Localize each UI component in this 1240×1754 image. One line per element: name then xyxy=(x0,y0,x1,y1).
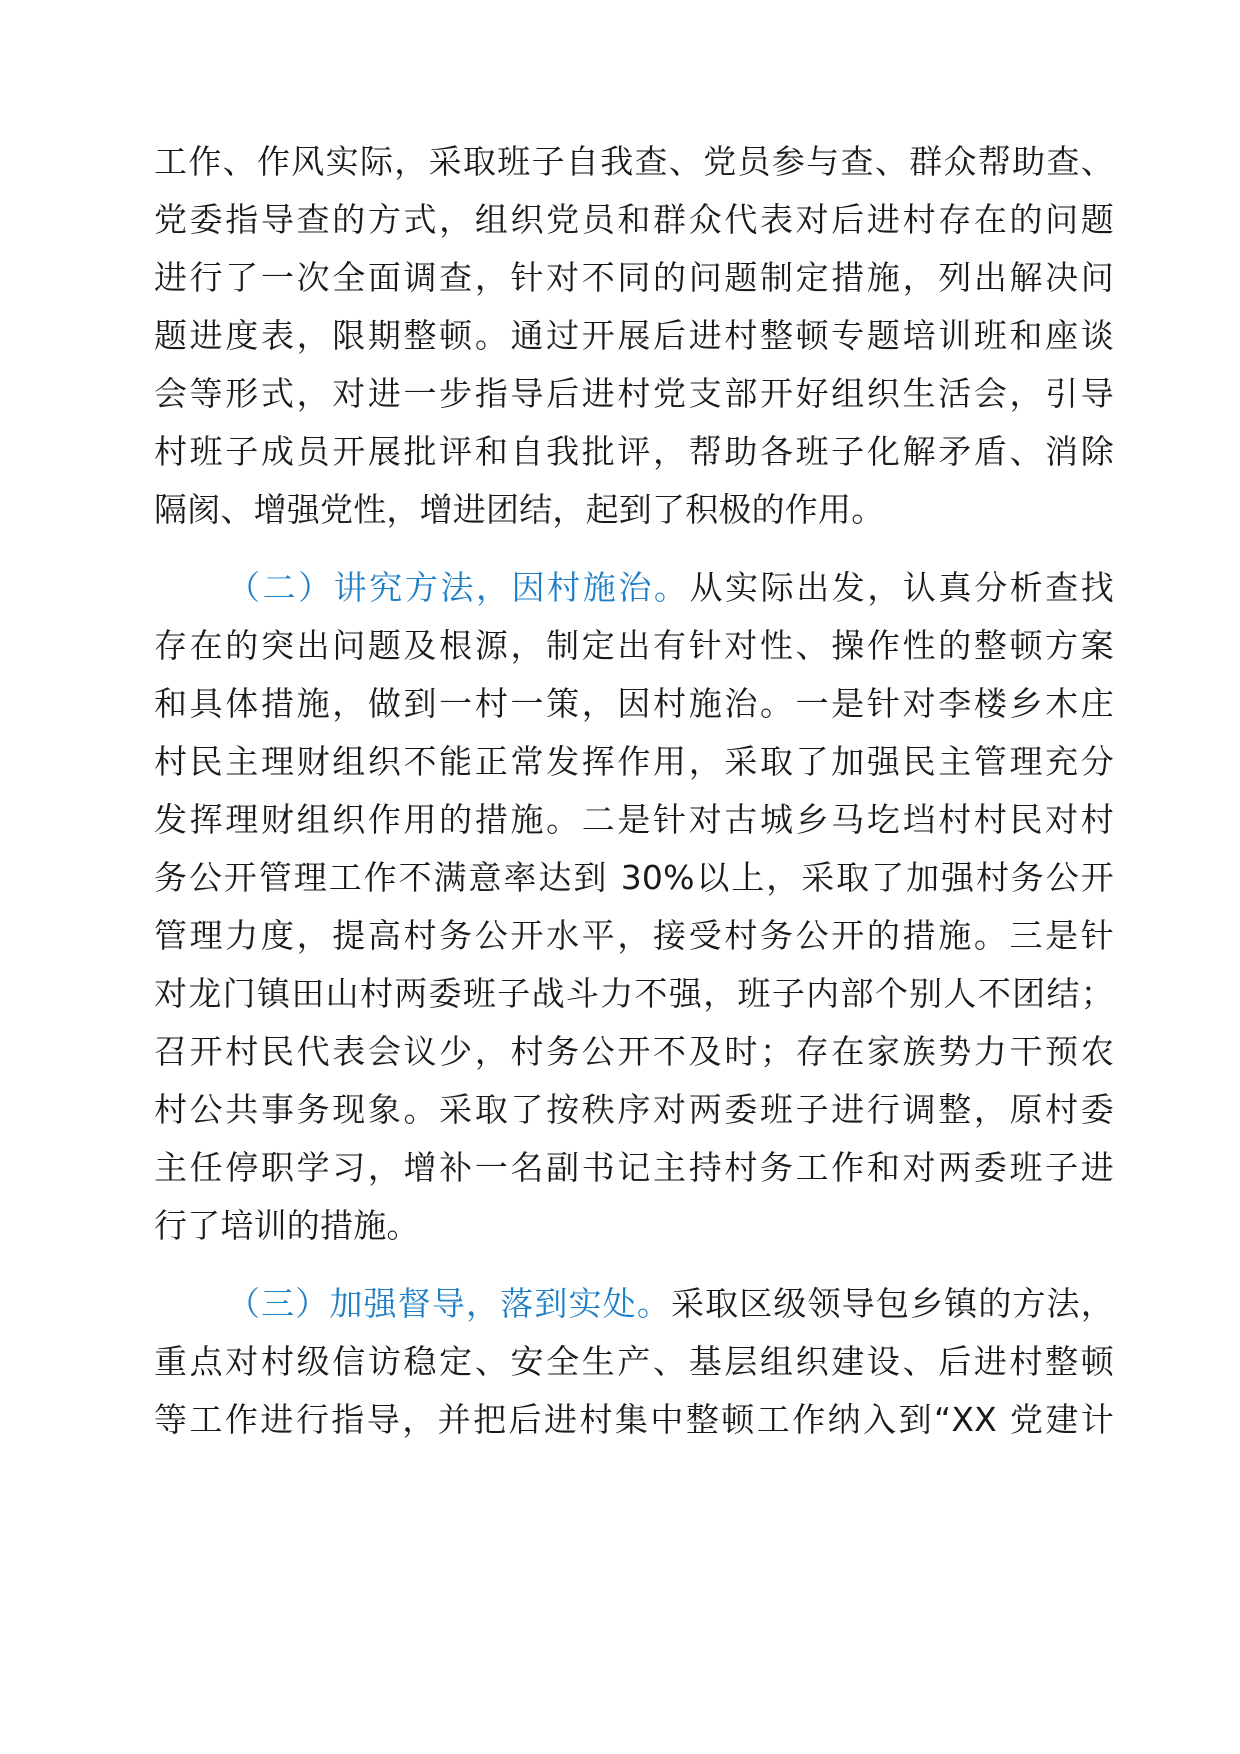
paragraph-line: 村民主理财组织不能正常发挥作用，采取了加强民主管理充分 xyxy=(154,742,1114,781)
paragraph-line: 管理力度，提高村务公开水平，接受村务公开的措施。三是针 xyxy=(154,916,1114,955)
paragraph-line: 进行了一次全面调查，针对不同的问题制定措施，列出解决问 xyxy=(154,258,1114,297)
paragraph-line: 召开村民代表会议少，村务公开不及时；存在家族势力干预农 xyxy=(154,1032,1114,1071)
section-2-first-line-text: 从实际出发，认真分析查找 xyxy=(689,568,1114,607)
section-3-first-line xyxy=(154,1272,1114,1336)
paragraph-line: 发挥理财组织作用的措施。二是针对古城乡马圪垱村村民对村 xyxy=(154,800,1114,839)
paragraph-line: 存在的突出问题及根源，制定出有针对性、操作性的整顿方案 xyxy=(154,626,1114,665)
section-3-first-line-text: 采取区级领导包乡镇的方法， xyxy=(670,1284,1114,1323)
paragraph-line: 行了培训的措施。 xyxy=(154,1206,420,1245)
paragraph-line: 会等形式，对进一步指导后进村党支部开好组织生活会，引导 xyxy=(154,374,1114,413)
paragraph-line: 等工作进行指导，并把后进村集中整顿工作纳入到“XX 党建计 xyxy=(154,1400,1114,1439)
paragraph-line: 和具体措施，做到一村一策，因村施治。一是针对李楼乡木庄 xyxy=(154,684,1114,723)
paragraph-line: 主任停职学习，增补一名副书记主持村务工作和对两委班子进 xyxy=(154,1148,1114,1187)
paragraph-line: 隔阂、增强党性，增进团结，起到了积极的作用。 xyxy=(154,490,885,529)
section-2-heading: （二）讲究方法，因村施治。 xyxy=(227,568,690,607)
paragraph-line: 村公共事务现象。采取了按秩序对两委班子进行调整，原村委 xyxy=(154,1090,1114,1129)
paragraph-line: 题进度表，限期整顿。通过开展后进村整顿专题培训班和座谈 xyxy=(154,316,1114,355)
paragraph-line: 对龙门镇田山村两委班子战斗力不强，班子内部个别人不团结； xyxy=(154,974,1114,1013)
paragraph-line: 务公开管理工作不满意率达到 30%以上，采取了加强村务公开 xyxy=(154,858,1114,897)
paragraph-line: 重点对村级信访稳定、安全生产、基层组织建设、后进村整顿 xyxy=(154,1342,1114,1381)
section-3-heading: （三）加强督导，落到实处。 xyxy=(227,1284,671,1323)
paragraph-line: 村班子成员开展批评和自我批评，帮助各班子化解矛盾、消除 xyxy=(154,432,1114,471)
section-2-first-line xyxy=(154,556,1114,620)
paragraph-line: 工作、作风实际，采取班子自我查、党员参与查、群众帮助查、 xyxy=(154,142,1114,181)
paragraph-line: 党委指导查的方式，组织党员和群众代表对后进村存在的问题 xyxy=(154,200,1114,239)
